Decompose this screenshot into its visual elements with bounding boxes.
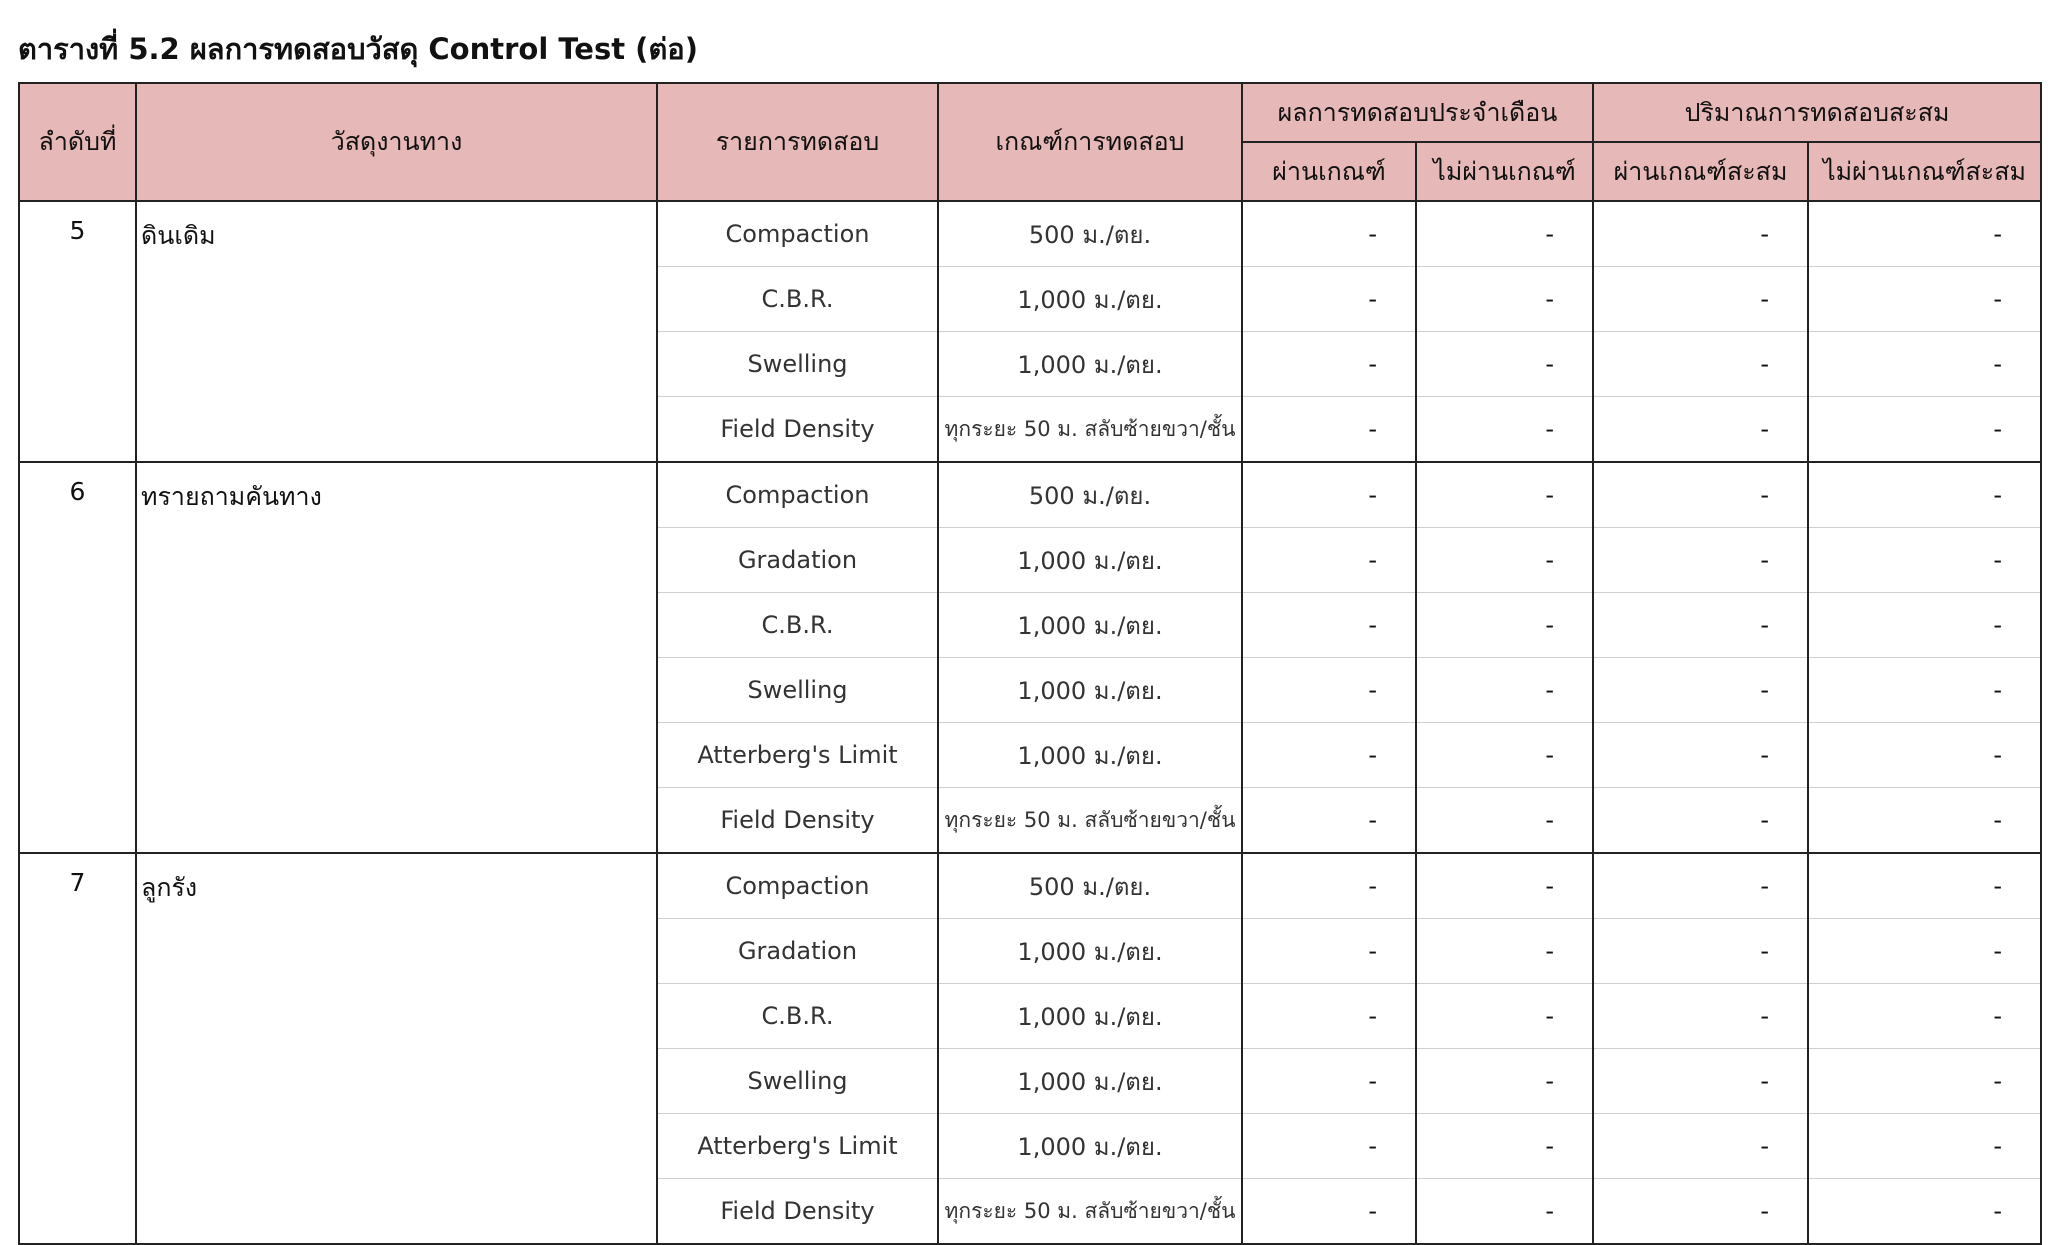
fail-cell: - <box>1416 723 1593 788</box>
fail-cumulative-cell: - <box>1808 723 2041 788</box>
fail-cumulative-cell: - <box>1808 462 2041 528</box>
pass-cell: - <box>1242 658 1416 723</box>
table-row <box>19 201 2041 267</box>
criteria-cell: 1,000 ม./ตย. <box>938 1114 1242 1179</box>
test-item-cell: Gradation <box>657 919 938 984</box>
criteria-cell: 500 ม./ตย. <box>938 462 1242 528</box>
table-body <box>19 201 2041 1244</box>
material-cell: ลูกรัง <box>136 853 657 1244</box>
criteria-cell: ทุกระยะ 50 ม. สลับซ้ายขวา/ชั้น <box>938 788 1242 854</box>
pass-cumulative-cell: - <box>1593 723 1808 788</box>
criteria-cell: 1,000 ม./ตย. <box>938 1049 1242 1114</box>
pass-cumulative-cell: - <box>1593 1049 1808 1114</box>
pass-cell: - <box>1242 397 1416 463</box>
pass-cumulative-cell: - <box>1593 984 1808 1049</box>
pass-cumulative-cell: - <box>1593 201 1808 267</box>
test-item-cell: Atterberg's Limit <box>657 723 938 788</box>
fail-cell: - <box>1416 397 1593 463</box>
criteria-cell: 1,000 ม./ตย. <box>938 332 1242 397</box>
pass-cell: - <box>1242 984 1416 1049</box>
pass-cell: - <box>1242 853 1416 919</box>
fail-cell: - <box>1416 788 1593 854</box>
pass-cell: - <box>1242 1114 1416 1179</box>
fail-cumulative-cell: - <box>1808 1049 2041 1114</box>
header-fail-cumulative: ไม่ผ่านเกณฑ์สะสม <box>1808 142 2041 201</box>
fail-cumulative-cell: - <box>1808 658 2041 723</box>
test-item-cell: C.B.R. <box>657 267 938 332</box>
pass-cumulative-cell: - <box>1593 658 1808 723</box>
index-cell: 6 <box>19 462 136 853</box>
fail-cumulative-cell: - <box>1808 788 2041 854</box>
pass-cumulative-cell: - <box>1593 853 1808 919</box>
fail-cumulative-cell: - <box>1808 267 2041 332</box>
pass-cumulative-cell: - <box>1593 267 1808 332</box>
pass-cell: - <box>1242 528 1416 593</box>
header-fail: ไม่ผ่านเกณฑ์ <box>1416 142 1593 201</box>
fail-cumulative-cell: - <box>1808 853 2041 919</box>
material-cell: ดินเดิม <box>136 201 657 462</box>
pass-cell: - <box>1242 267 1416 332</box>
pass-cell: - <box>1242 593 1416 658</box>
pass-cell: - <box>1242 332 1416 397</box>
header-pass-cumulative: ผ่านเกณฑ์สะสม <box>1593 142 1808 201</box>
criteria-cell: 1,000 ม./ตย. <box>938 658 1242 723</box>
test-item-cell: Compaction <box>657 201 938 267</box>
pass-cumulative-cell: - <box>1593 919 1808 984</box>
header-index: ลำดับที่ <box>19 83 136 201</box>
test-item-cell: Swelling <box>657 1049 938 1114</box>
criteria-cell: ทุกระยะ 50 ม. สลับซ้ายขวา/ชั้น <box>938 397 1242 463</box>
test-item-cell: Gradation <box>657 528 938 593</box>
criteria-cell: 1,000 ม./ตย. <box>938 593 1242 658</box>
test-item-cell: Field Density <box>657 1179 938 1245</box>
test-item-cell: Compaction <box>657 853 938 919</box>
pass-cumulative-cell: - <box>1593 593 1808 658</box>
fail-cell: - <box>1416 984 1593 1049</box>
pass-cell: - <box>1242 919 1416 984</box>
pass-cell: - <box>1242 201 1416 267</box>
test-item-cell: Atterberg's Limit <box>657 1114 938 1179</box>
fail-cell: - <box>1416 462 1593 528</box>
header-material: วัสดุงานทาง <box>136 83 657 201</box>
fail-cumulative-cell: - <box>1808 528 2041 593</box>
criteria-cell: 1,000 ม./ตย. <box>938 723 1242 788</box>
fail-cumulative-cell: - <box>1808 397 2041 463</box>
fail-cell: - <box>1416 658 1593 723</box>
pass-cell: - <box>1242 462 1416 528</box>
fail-cumulative-cell: - <box>1808 201 2041 267</box>
control-test-results-table <box>18 82 2042 1245</box>
pass-cumulative-cell: - <box>1593 1114 1808 1179</box>
header-pass: ผ่านเกณฑ์ <box>1242 142 1416 201</box>
fail-cell: - <box>1416 528 1593 593</box>
table-header <box>19 83 2041 201</box>
fail-cumulative-cell: - <box>1808 593 2041 658</box>
pass-cumulative-cell: - <box>1593 397 1808 463</box>
index-cell: 5 <box>19 201 136 462</box>
test-item-cell: Swelling <box>657 658 938 723</box>
page-title: ตารางที่ 5.2 ผลการทดสอบวัสดุ Control Test (ต่อ) <box>18 32 698 66</box>
criteria-cell: 500 ม./ตย. <box>938 853 1242 919</box>
criteria-cell: 1,000 ม./ตย. <box>938 528 1242 593</box>
fail-cumulative-cell: - <box>1808 332 2041 397</box>
table-row <box>19 462 2041 528</box>
fail-cell: - <box>1416 201 1593 267</box>
test-item-cell: Compaction <box>657 462 938 528</box>
pass-cumulative-cell: - <box>1593 788 1808 854</box>
fail-cumulative-cell: - <box>1808 919 2041 984</box>
material-cell: ทรายถามคันทาง <box>136 462 657 853</box>
fail-cell: - <box>1416 853 1593 919</box>
test-item-cell: Swelling <box>657 332 938 397</box>
header-monthly-results: ผลการทดสอบประจำเดือน <box>1242 83 1593 142</box>
fail-cell: - <box>1416 1114 1593 1179</box>
test-item-cell: C.B.R. <box>657 593 938 658</box>
pass-cell: - <box>1242 788 1416 854</box>
criteria-cell: 1,000 ม./ตย. <box>938 984 1242 1049</box>
pass-cumulative-cell: - <box>1593 462 1808 528</box>
fail-cell: - <box>1416 1179 1593 1245</box>
criteria-cell: ทุกระยะ 50 ม. สลับซ้ายขวา/ชั้น <box>938 1179 1242 1245</box>
pass-cell: - <box>1242 723 1416 788</box>
header-test-item: รายการทดสอบ <box>657 83 938 201</box>
test-item-cell: Field Density <box>657 397 938 463</box>
fail-cell: - <box>1416 332 1593 397</box>
pass-cumulative-cell: - <box>1593 1179 1808 1245</box>
test-item-cell: C.B.R. <box>657 984 938 1049</box>
header-criteria: เกณฑ์การทดสอบ <box>938 83 1242 201</box>
fail-cumulative-cell: - <box>1808 1179 2041 1245</box>
fail-cell: - <box>1416 919 1593 984</box>
criteria-cell: 1,000 ม./ตย. <box>938 919 1242 984</box>
table-row <box>19 853 2041 919</box>
pass-cumulative-cell: - <box>1593 332 1808 397</box>
fail-cell: - <box>1416 267 1593 332</box>
pass-cumulative-cell: - <box>1593 528 1808 593</box>
fail-cumulative-cell: - <box>1808 1114 2041 1179</box>
pass-cell: - <box>1242 1049 1416 1114</box>
criteria-cell: 500 ม./ตย. <box>938 201 1242 267</box>
pass-cell: - <box>1242 1179 1416 1245</box>
fail-cumulative-cell: - <box>1808 984 2041 1049</box>
fail-cell: - <box>1416 593 1593 658</box>
fail-cell: - <box>1416 1049 1593 1114</box>
test-item-cell: Field Density <box>657 788 938 854</box>
index-cell: 7 <box>19 853 136 1244</box>
criteria-cell: 1,000 ม./ตย. <box>938 267 1242 332</box>
header-cumulative-quantity: ปริมาณการทดสอบสะสม <box>1593 83 2041 142</box>
